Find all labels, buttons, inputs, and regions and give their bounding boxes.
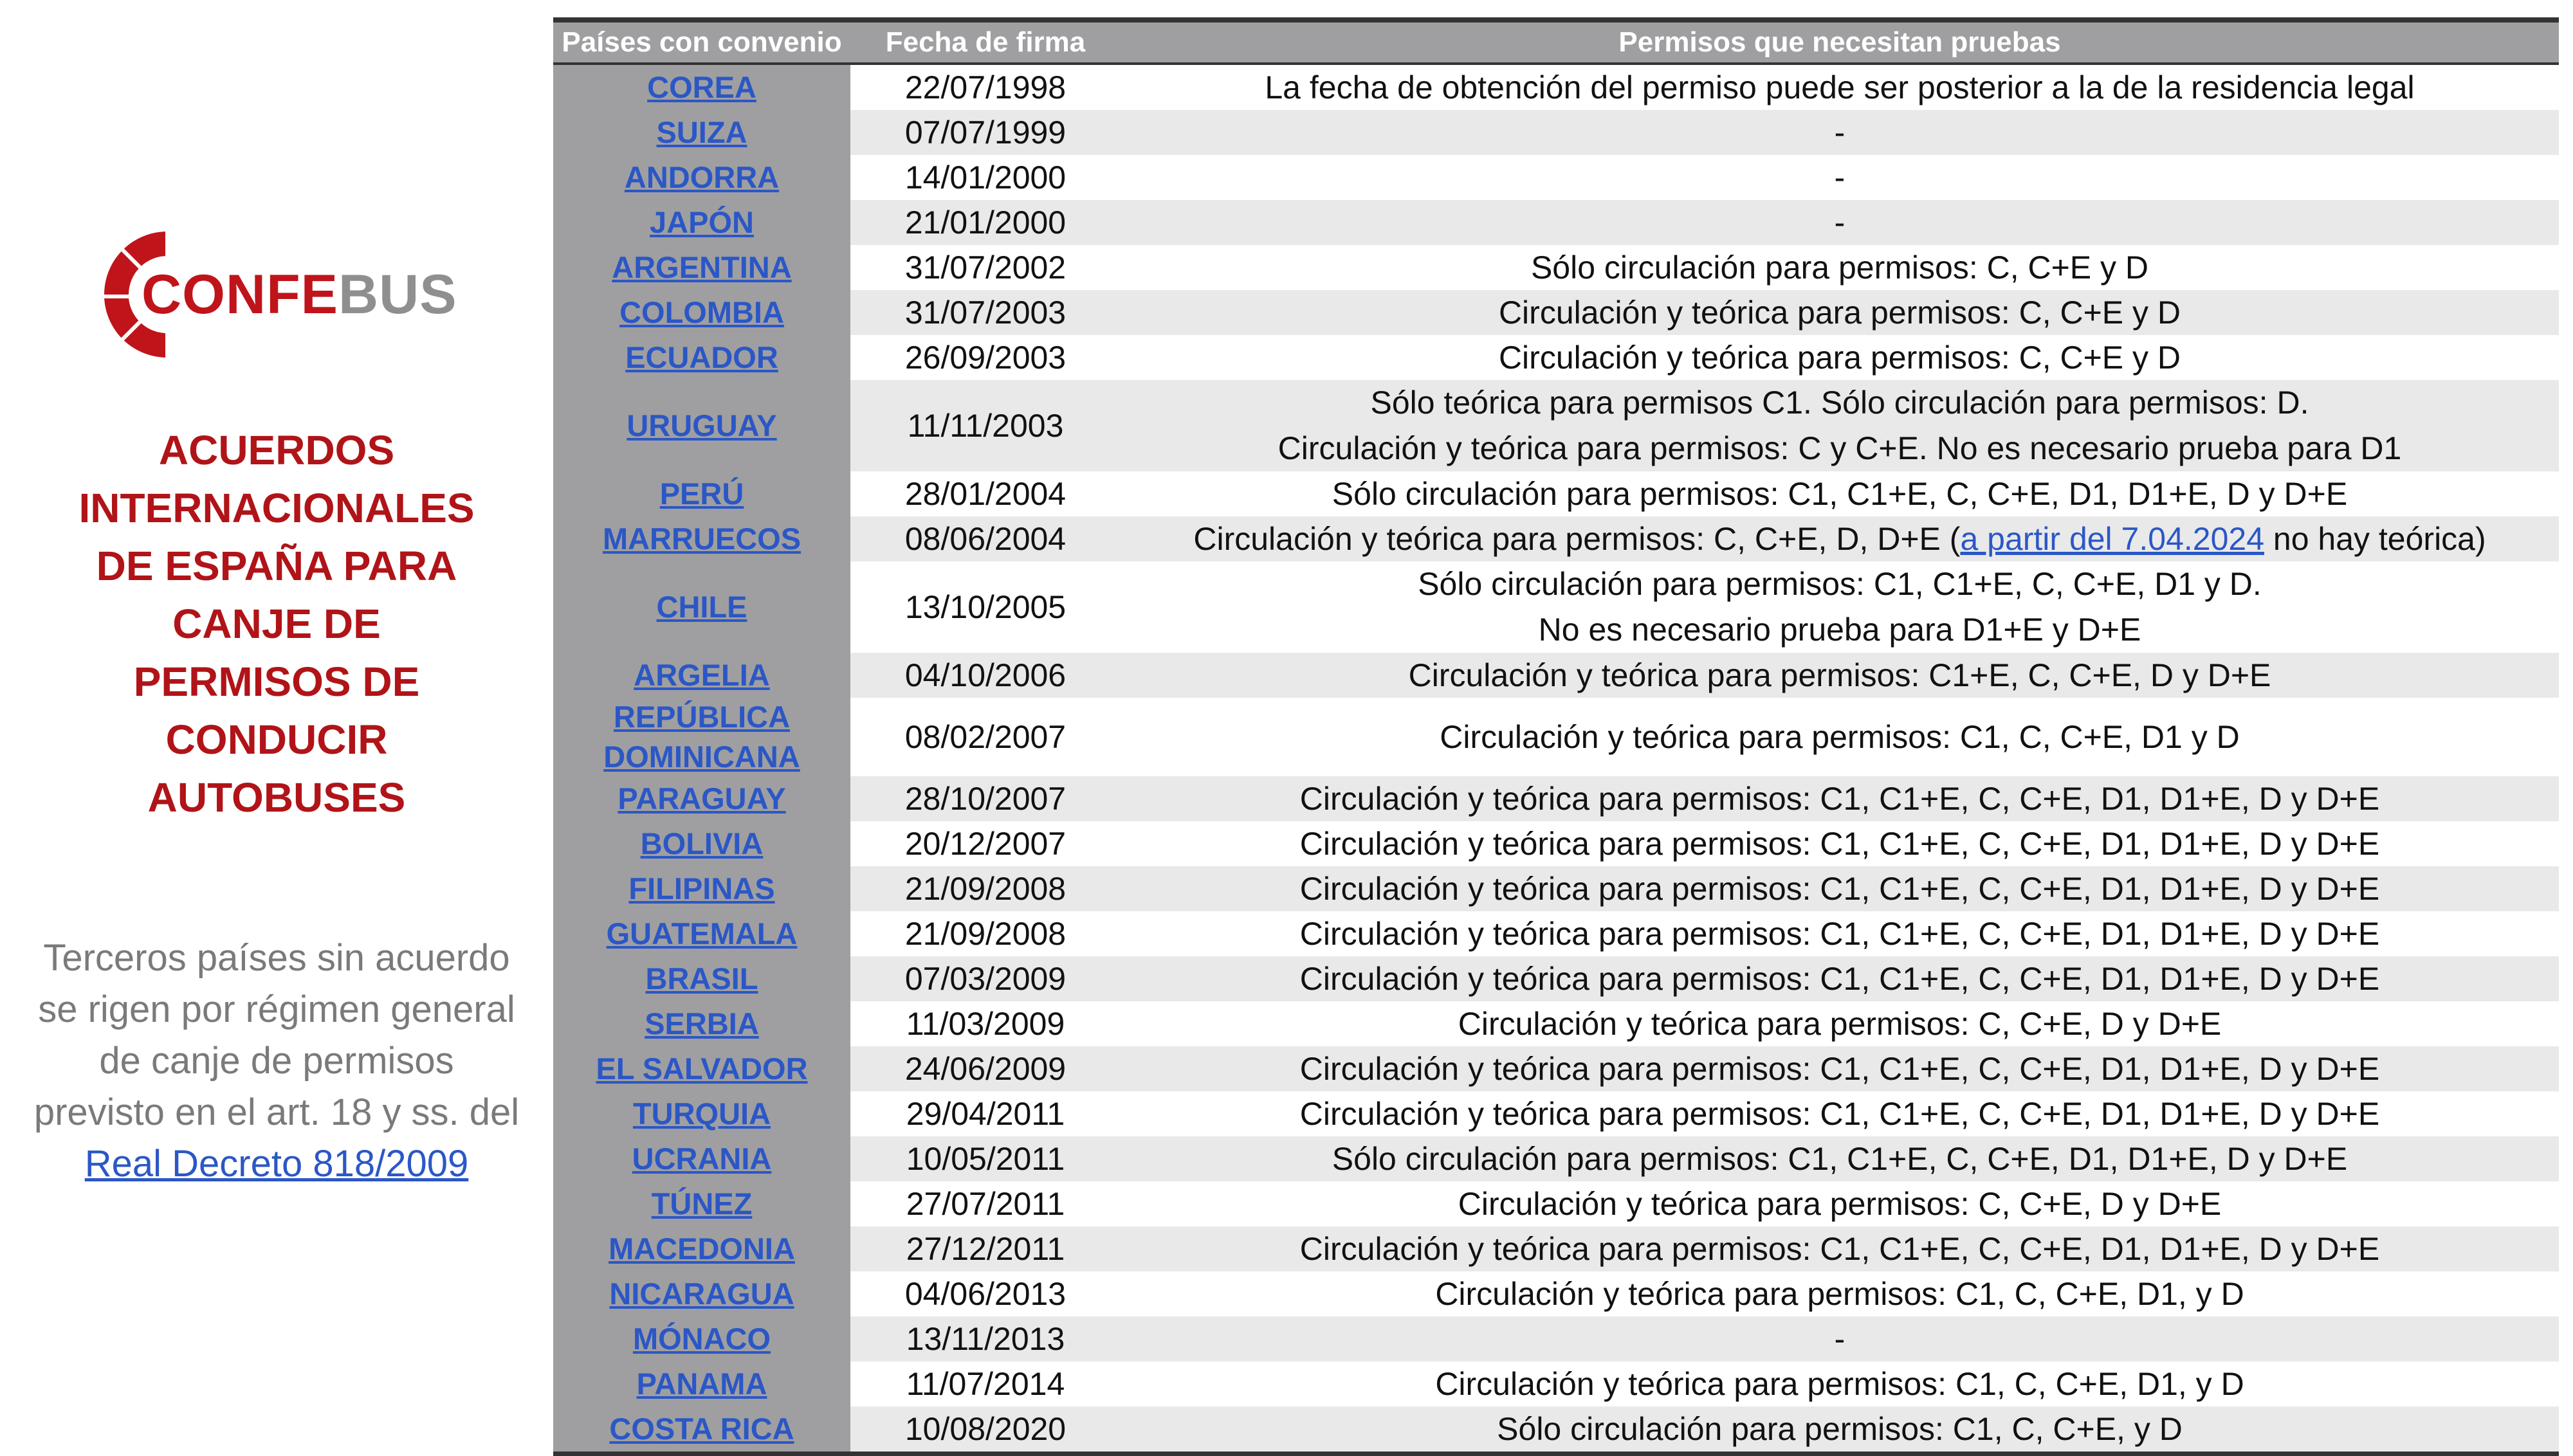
country-link[interactable]: SERBIA	[645, 1006, 759, 1041]
date-cell: 08/02/2007	[904, 718, 1067, 755]
header-date: Fecha de firma	[885, 26, 1086, 58]
country-cell	[553, 1361, 850, 1406]
table-row	[553, 1406, 2559, 1451]
country-link[interactable]: PERÚ	[659, 477, 744, 511]
date-cell: 07/03/2009	[850, 956, 1121, 1001]
tests-text	[1835, 200, 1845, 246]
country-link[interactable]: DOMINICANA	[603, 740, 800, 774]
country-cell	[553, 698, 850, 776]
country-cell	[553, 380, 850, 471]
tests-text	[1409, 653, 2271, 698]
table-row	[553, 516, 2559, 561]
country-cell	[553, 1316, 850, 1361]
tests-text	[1458, 1181, 2222, 1227]
date-cell: 21/09/2008	[850, 866, 1121, 911]
date-cell: 11/07/2014	[906, 1365, 1065, 1402]
country-cell	[553, 110, 850, 155]
tests-line: Sólo circulación para permisos: C1, C, C+E, y D	[1497, 1410, 2183, 1447]
table-row	[553, 471, 2559, 516]
tests-text	[1435, 1271, 2244, 1317]
date-cell: 11/11/2003	[850, 380, 1121, 471]
date-cell: 26/09/2003	[904, 339, 1067, 376]
country-link[interactable]: PANAMA	[636, 1367, 767, 1401]
table-row	[553, 290, 2559, 335]
tests-line: No es necesario prueba para D1+E y D+E	[1538, 612, 2141, 648]
tests-text	[1332, 471, 2347, 517]
tests-cell	[1121, 821, 2559, 866]
date-cell: 13/11/2013	[850, 1316, 1121, 1361]
tests-line: Circulación y teórica para permisos: C, C+E, D y D+E	[1458, 1185, 2222, 1222]
country-cell	[553, 776, 850, 821]
date-cell: 28/01/2004	[904, 475, 1067, 512]
tests-cell	[1121, 516, 2559, 561]
table-row	[553, 380, 2559, 471]
country-cell	[553, 866, 850, 911]
date-cell: 04/10/2006	[850, 653, 1121, 698]
tests-cell	[1121, 245, 2559, 290]
tests-text	[1835, 1316, 1845, 1362]
tests-cell	[1121, 1046, 2559, 1091]
table-bottom-border	[553, 1451, 2559, 1456]
confebus-logo	[103, 230, 463, 359]
tests-cell	[1121, 200, 2559, 245]
tests-cell	[1121, 110, 2559, 155]
country-link[interactable]: ARGENTINA	[612, 250, 792, 284]
tests-cell	[1121, 65, 2559, 110]
date-cell: 10/08/2020	[850, 1406, 1121, 1451]
tests-text	[1531, 245, 2148, 291]
country-link[interactable]: FILIPINAS	[628, 871, 775, 905]
tests-cell	[1121, 866, 2559, 911]
table-row	[553, 1046, 2559, 1091]
date-cell: 04/06/2013	[904, 1275, 1067, 1312]
country-cell	[553, 821, 850, 866]
country-cell	[553, 1136, 850, 1181]
tests-line: Circulación y teórica para permisos: C1, C, C+E, D1, y D	[1435, 1365, 2244, 1402]
tests-text	[1300, 821, 2379, 867]
table-row	[553, 866, 2559, 911]
tests-line: Circulación y teórica para permisos: C1, C1+E, C, C+E, D1, D1+E, D y D+E	[1299, 1230, 2380, 1267]
tests-cell	[1121, 380, 2559, 471]
country-link[interactable]: TURQUIA	[632, 1097, 771, 1131]
tests-line: -	[1834, 1320, 1845, 1357]
date-cell: 29/04/2011	[906, 1095, 1065, 1132]
tests-line: Circulación y teórica para permisos: C1, C, C+E, D1 y D	[1440, 718, 2240, 755]
tests-cell	[1121, 1271, 2559, 1316]
tests-line: La fecha de obtención del permiso puede ser posterior a la de la residencia legal	[1265, 69, 2415, 105]
country-cell	[553, 155, 850, 200]
country-cell	[553, 911, 850, 956]
country-cell	[553, 956, 850, 1001]
country-link[interactable]: COLOMBIA	[619, 295, 784, 329]
table-row	[553, 1001, 2559, 1046]
date-cell: 24/06/2009	[850, 1046, 1121, 1091]
country-cell	[553, 1091, 850, 1136]
date-cell: 07/07/1999	[850, 110, 1121, 155]
date-cell: 11/03/2009	[906, 1005, 1065, 1042]
country-link[interactable]: CHILE	[656, 590, 747, 624]
country-link[interactable]: JAPÓN	[650, 205, 754, 239]
note-line: se rigen por régimen general	[38, 988, 515, 1030]
country-cell	[553, 561, 850, 653]
country-cell	[553, 1406, 850, 1451]
page-title	[26, 421, 527, 826]
date-cell: 13/10/2005	[904, 588, 1067, 625]
country-link[interactable]: MÓNACO	[632, 1322, 771, 1356]
country-cell	[553, 1271, 850, 1316]
country-cell	[553, 290, 850, 335]
country-link[interactable]: BRASIL	[645, 961, 758, 996]
tests-text	[1300, 776, 2379, 822]
tests-cell	[1121, 1406, 2559, 1451]
country-link[interactable]: TÚNEZ	[651, 1187, 753, 1221]
tests-line-tail: no hay teórica)	[2264, 520, 2486, 557]
country-link[interactable]: MACEDONIA	[609, 1232, 795, 1266]
tests-text	[1499, 335, 2181, 381]
tests-text	[1300, 1046, 2379, 1092]
tests-text	[1300, 956, 2379, 1002]
date-cell: 27/12/2011	[850, 1226, 1121, 1271]
title-line: DE ESPAÑA PARA	[96, 543, 457, 589]
tests-line: -	[1834, 114, 1845, 150]
country-link[interactable]: UCRANIA	[632, 1142, 772, 1176]
table-row	[553, 1316, 2559, 1361]
country-link[interactable]: BOLIVIA	[640, 826, 764, 860]
table-header	[553, 17, 2559, 65]
logo-wordmark	[142, 262, 457, 327]
country-link[interactable]: ARGELIA	[634, 658, 770, 692]
country-link[interactable]: NICARAGUA	[609, 1277, 794, 1311]
title-line: INTERNACIONALES	[78, 485, 475, 531]
country-link[interactable]: ANDORRA	[624, 160, 780, 194]
tests-text	[1435, 1361, 2244, 1407]
tests-line: Sólo teórica para permisos C1. Sólo circulación para permisos: D.	[1370, 385, 2309, 421]
country-link[interactable]: SUIZA	[656, 115, 747, 149]
tests-cell	[1121, 698, 2559, 776]
tests-text	[1440, 714, 2239, 760]
title-line: PERMISOS DE	[133, 659, 420, 705]
tests-cell	[1121, 1316, 2559, 1361]
tests-line: Circulación y teórica para permisos: C, C+E y D	[1498, 294, 2181, 331]
tests-text	[1418, 561, 2262, 653]
tests-line: Sólo circulación para permisos: C, C+E y D	[1530, 249, 2149, 286]
country-cell	[553, 335, 850, 380]
table-row	[553, 335, 2559, 380]
country-link[interactable]: COSTA RICA	[609, 1412, 794, 1446]
header-countries: Países con convenio	[562, 26, 842, 58]
note-line: previsto en el art. 18 y ss. del	[33, 1091, 520, 1133]
logo-text-confe: CONFE	[142, 264, 338, 325]
table-row	[553, 776, 2559, 821]
tests-cell	[1121, 1226, 2559, 1271]
country-cell	[553, 1226, 850, 1271]
tests-cell	[1121, 335, 2559, 380]
tests-line: Circulación y teórica para permisos: C1, C1+E, C, C+E, D1, D1+E, D y D+E	[1299, 960, 2380, 997]
table-row	[553, 155, 2559, 200]
date-change-link[interactable]: a partir del 7.04.2024	[1960, 520, 2264, 557]
left-panel	[0, 0, 553, 1447]
table-row	[553, 1181, 2559, 1226]
date-cell: 10/05/2011	[850, 1136, 1121, 1181]
tests-cell	[1121, 290, 2559, 335]
date-cell: 14/01/2000	[904, 159, 1067, 196]
table-row	[553, 110, 2559, 155]
date-cell: 21/09/2008	[904, 915, 1067, 952]
date-cell: 22/07/1998	[904, 69, 1067, 105]
tests-text	[1300, 911, 2379, 957]
country-cell	[553, 1046, 850, 1091]
country-link[interactable]: PARAGUAY	[618, 781, 786, 815]
tests-line: Circulación y teórica para permisos: C1, C, C+E, D1, y D	[1435, 1275, 2244, 1312]
date-cell: 31/07/2002	[904, 249, 1067, 286]
tests-line: -	[1834, 204, 1845, 241]
table-body	[553, 65, 2559, 1451]
tests-cell	[1121, 776, 2559, 821]
tests-text	[1835, 155, 1845, 201]
tests-line: Circulación y teórica para permisos: C y C+E. No es necesario prueba para D1	[1277, 430, 2402, 466]
table-row	[553, 1226, 2559, 1271]
tests-text	[1835, 110, 1845, 156]
tests-cell	[1121, 956, 2559, 1001]
table-row	[553, 698, 2559, 776]
title-line: AUTOBUSES	[147, 774, 406, 821]
tests-text	[1332, 1136, 2347, 1182]
date-cell: 28/10/2007	[850, 776, 1121, 821]
title-line: ACUERDOS	[158, 427, 395, 473]
tests-text	[1193, 516, 2486, 562]
note-line: de canje de permisos	[99, 1040, 454, 1082]
country-link[interactable]: ECUADOR	[625, 340, 778, 374]
table-row	[553, 653, 2559, 698]
tests-cell	[1121, 1091, 2559, 1136]
country-cell	[553, 516, 850, 561]
country-link[interactable]: MARRUECOS	[602, 522, 801, 556]
country-cell	[553, 200, 850, 245]
tests-text	[1497, 1406, 2183, 1452]
table-row	[553, 911, 2559, 956]
country-cell	[553, 471, 850, 516]
tests-cell	[1121, 471, 2559, 516]
country-cell	[553, 245, 850, 290]
date-cell: 27/07/2011	[906, 1185, 1065, 1222]
header-tests: Permisos que necesitan pruebas	[1618, 26, 2061, 58]
tests-cell	[1121, 653, 2559, 698]
tests-line: Sólo circulación para permisos: C1, C1+E, C, C+E, D1 y D.	[1418, 566, 2262, 602]
country-link[interactable]: COREA	[647, 70, 756, 104]
tests-text	[1300, 866, 2379, 912]
tests-text	[1265, 65, 2414, 111]
tests-line: -	[1834, 159, 1845, 196]
country-link[interactable]: REPÚBLICA	[613, 700, 791, 734]
tests-line: Circulación y teórica para permisos: C1, C1+E, C, C+E, D1, D1+E, D y D+E	[1299, 1095, 2380, 1132]
country-cell	[553, 65, 850, 110]
tests-cell	[1121, 1136, 2559, 1181]
table-row	[553, 200, 2559, 245]
table-row	[553, 65, 2559, 110]
country-cell	[553, 1181, 850, 1226]
table-row	[553, 1136, 2559, 1181]
tests-text	[1300, 1091, 2379, 1137]
tests-text	[1458, 1001, 2222, 1047]
country-cell	[553, 1001, 850, 1046]
tests-cell	[1121, 1001, 2559, 1046]
tests-cell	[1121, 911, 2559, 956]
tests-line: Circulación y teórica para permisos: C1, C1+E, C, C+E, D1, D1+E, D y D+E	[1299, 825, 2380, 862]
table-row	[553, 245, 2559, 290]
date-cell: 08/06/2004	[850, 516, 1121, 561]
tests-line: Sólo circulación para permisos: C1, C1+E, C, C+E, D1, D1+E, D y D+E	[1332, 475, 2348, 512]
tests-line: Circulación y teórica para permisos: C1, C1+E, C, C+E, D1, D1+E, D y D+E	[1299, 870, 2380, 907]
country-link[interactable]: GUATEMALA	[606, 916, 798, 951]
logo-text-bus: BUS	[338, 264, 457, 325]
tests-line: Circulación y teórica para permisos: C, C+E y D	[1498, 339, 2181, 376]
tests-line: Circulación y teórica para permisos: C, C+E, D y D+E	[1458, 1005, 2222, 1042]
tests-cell	[1121, 155, 2559, 200]
note-line: Terceros países sin acuerdo	[43, 937, 510, 979]
tests-line: Sólo circulación para permisos: C1, C1+E, C, C+E, D1, D1+E, D y D+E	[1332, 1140, 2348, 1177]
table-row	[553, 561, 2559, 653]
title-line: CONDUCIR	[165, 716, 388, 763]
title-line: CANJE DE	[172, 601, 381, 647]
tests-text	[1300, 1226, 2379, 1272]
tests-text	[1499, 290, 2181, 336]
tests-line: Circulación y teórica para permisos: C1, C1+E, C, C+E, D1, D1+E, D y D+E	[1299, 1050, 2380, 1087]
table-row	[553, 821, 2559, 866]
table-row	[553, 1361, 2559, 1406]
tests-line: Circulación y teórica para permisos: C, C+E, D, D+E (	[1193, 520, 1961, 557]
date-cell: 21/01/2000	[850, 200, 1121, 245]
country-link[interactable]: EL SALVADOR	[596, 1051, 808, 1086]
tests-cell	[1121, 561, 2559, 653]
note-third-countries	[13, 933, 540, 1190]
tests-cell	[1121, 1361, 2559, 1406]
country-cell	[553, 653, 850, 698]
date-cell: 20/12/2007	[904, 825, 1067, 862]
tests-line: Circulación y teórica para permisos: C1+E, C, C+E, D y D+E	[1408, 657, 2271, 693]
table-row	[553, 1091, 2559, 1136]
country-link[interactable]: URUGUAY	[627, 408, 777, 442]
table-row	[553, 956, 2559, 1001]
agreements-table	[553, 17, 2559, 1456]
table-row	[553, 1271, 2559, 1316]
real-decreto-link[interactable]: Real Decreto 818/2009	[84, 1143, 469, 1185]
tests-line: Circulación y teórica para permisos: C1, C1+E, C, C+E, D1, D1+E, D y D+E	[1299, 915, 2380, 952]
tests-text	[1278, 380, 2402, 471]
tests-cell	[1121, 1181, 2559, 1226]
tests-line: Circulación y teórica para permisos: C1, C1+E, C, C+E, D1, D1+E, D y D+E	[1299, 780, 2380, 817]
date-cell: 31/07/2003	[850, 290, 1121, 335]
